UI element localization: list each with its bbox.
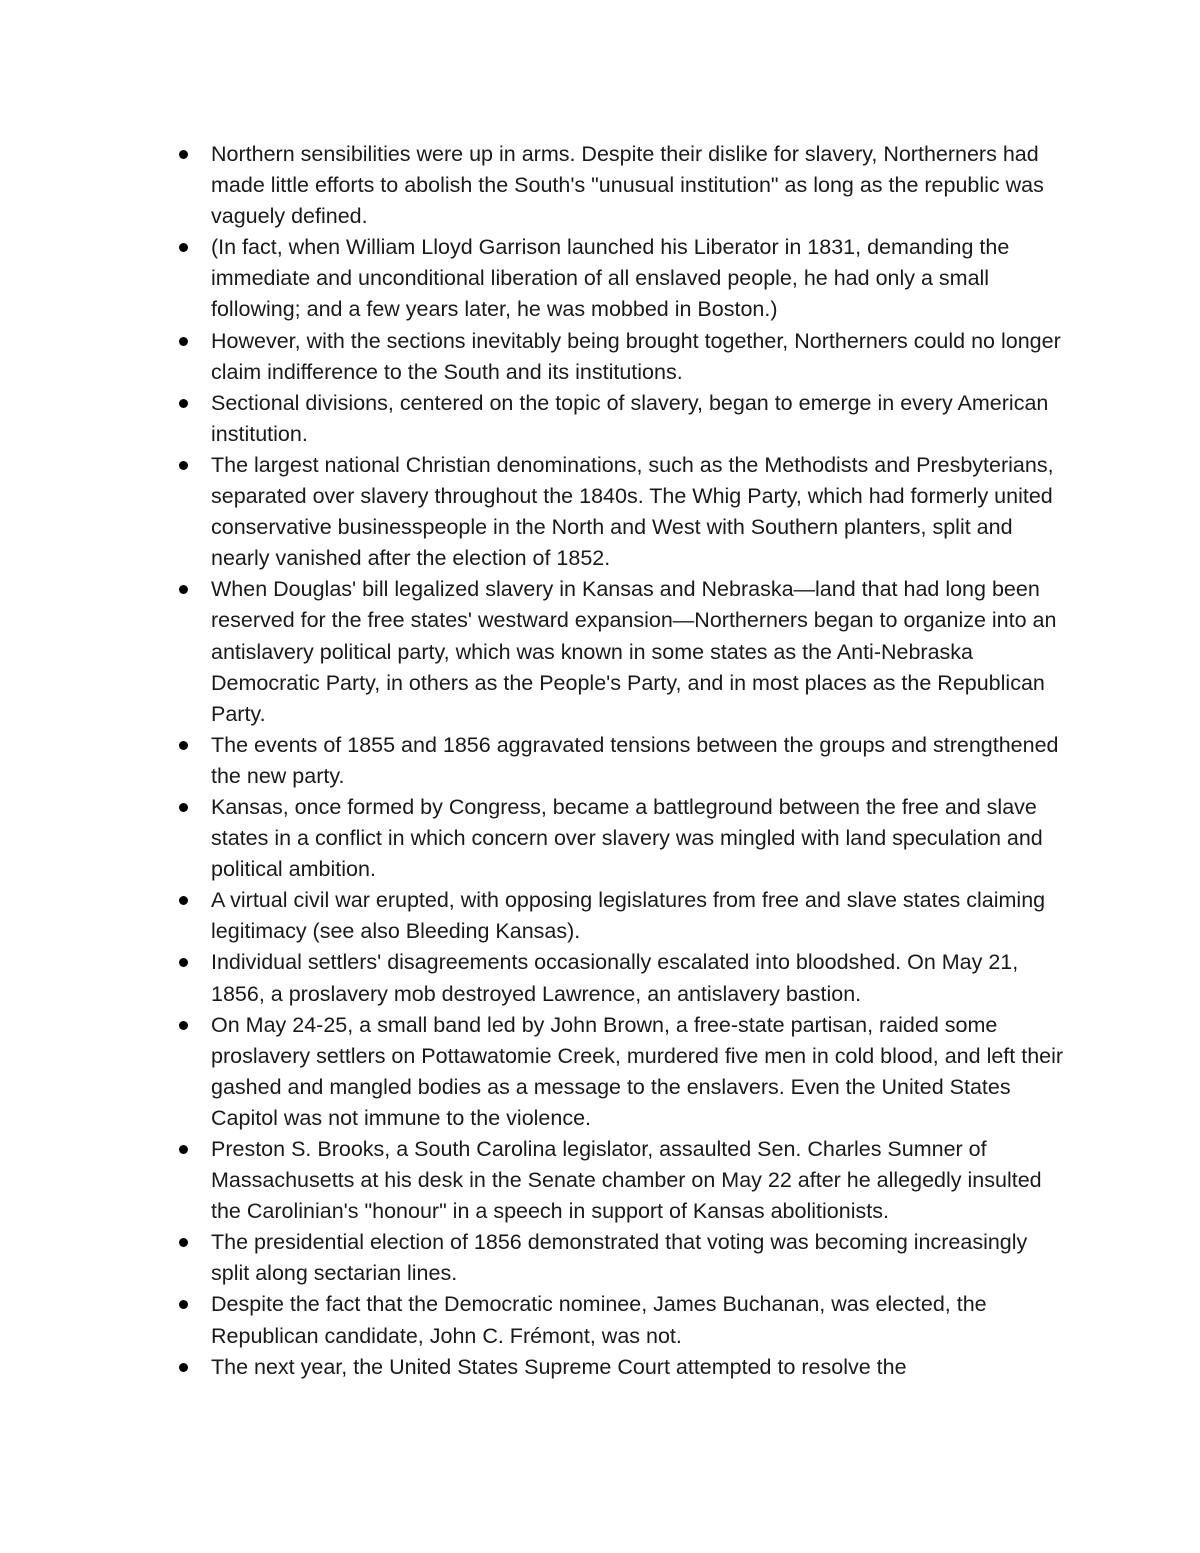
bullet-item <box>211 1227 1071 1289</box>
bullet-item <box>211 1289 1071 1351</box>
bullet-text: Sectional divisions, centered on the topic of slavery, began to emerge in every American institution. <box>211 390 1049 446</box>
bullet-text: However, with the sections inevitably being brought together, Northerners could no longer claim indifference to the South and its institutions. <box>211 328 1061 384</box>
bullet-dot-icon <box>179 803 188 812</box>
bullet-list <box>211 139 1071 1383</box>
bullet-text: On May 24-25, a small band led by John Brown, a free-state partisan, raided some proslavery settlers on Pottawatomie Creek, murdered five men in cold blood, and left their gashed and mangled bodies as a message to the enslavers. Even the United States Capitol was not immune to the violence. <box>211 1012 1064 1130</box>
bullet-dot-icon <box>179 958 188 967</box>
bullet-item <box>211 574 1071 729</box>
bullet-item <box>211 326 1071 388</box>
bullet-text: Despite the fact that the Democratic nominee, James Buchanan, was elected, the Republican candidate, John C. Frémont, was not. <box>211 1292 987 1348</box>
bullet-item <box>211 792 1071 885</box>
bullet-dot-icon <box>179 399 188 408</box>
bullet-dot-icon <box>179 1238 188 1247</box>
bullet-item <box>211 450 1071 574</box>
bullet-item <box>211 388 1071 450</box>
bullet-text: Kansas, once formed by Congress, became a battleground between the free and slave states in a conflict in which concern over slavery was mingled with land speculation and political ambition. <box>211 794 1043 882</box>
bullet-text: The events of 1855 and 1856 aggravated tensions between the groups and strengthened the new party. <box>211 732 1059 788</box>
bullet-text: A virtual civil war erupted, with opposing legislatures from free and slave states claiming legitimacy (see also Bleeding Kansas). <box>211 888 1046 944</box>
bullet-item <box>211 885 1071 947</box>
bullet-item <box>211 139 1071 232</box>
bullet-dot-icon <box>179 150 188 159</box>
bullet-dot-icon <box>179 1021 188 1030</box>
bullet-text: The next year, the United States Supreme Court attempted to resolve the <box>211 1354 907 1379</box>
bullet-item <box>211 1134 1071 1227</box>
bullet-text: Northern sensibilities were up in arms. Despite their dislike for slavery, Northerners had made little efforts to abolish the South's "unusual institution" as long as the republic was vaguely defined. <box>211 142 1044 229</box>
bullet-dot-icon <box>179 896 188 905</box>
bullet-dot-icon <box>179 741 188 750</box>
bullet-dot-icon <box>179 1363 188 1372</box>
bullet-text: Preston S. Brooks, a South Carolina legislator, assaulted Sen. Charles Sumner of Massachusetts at his desk in the Senate chamber on May 22 after he allegedly insulted the Carolinian's "honour" in a speech in support of Kansas abolitionists. <box>211 1137 1042 1224</box>
bullet-dot-icon <box>179 337 188 346</box>
bullet-item <box>211 730 1071 792</box>
bullet-item <box>211 232 1071 325</box>
bullet-text: The largest national Christian denominations, such as the Methodists and Presbyterians, separated over slavery throughout the 1840s. The Whig Party, which had formerly united conservative businesspeople in the North and West with Southern planters, split and nearly vanished after the election of 1852. <box>211 452 1054 571</box>
bullet-text: (In fact, when William Lloyd Garrison launched his Liberator in 1831, demanding the immediate and unconditional liberation of all enslaved people, he had only a small following; and a few years later, he was mobbed in Boston.) <box>211 235 1010 322</box>
bullet-item <box>211 947 1071 1009</box>
bullet-dot-icon <box>179 585 188 594</box>
bullet-text: The presidential election of 1856 demonstrated that voting was becoming increasingly split along sectarian lines. <box>211 1230 1028 1286</box>
bullet-text: Individual settlers' disagreements occasionally escalated into bloodshed. On May 21, 1856, a proslavery mob destroyed Lawrence, an antislavery bastion. <box>211 950 1019 1006</box>
bullet-dot-icon <box>179 1145 188 1154</box>
bullet-item <box>211 1352 1071 1383</box>
bullet-item <box>211 1010 1071 1134</box>
bullet-text: When Douglas' bill legalized slavery in Kansas and Nebraska—land that had long been reserved for the free states' westward expansion—Northerners began to organize into an antislavery political party, which was known in some states as the Anti-Nebraska Democratic Party, in others as the People's Party, and in most places as the Republican Party. <box>211 577 1057 726</box>
bullet-dot-icon <box>179 243 188 252</box>
bullet-dot-icon <box>179 461 188 470</box>
bullet-dot-icon <box>179 1300 188 1309</box>
